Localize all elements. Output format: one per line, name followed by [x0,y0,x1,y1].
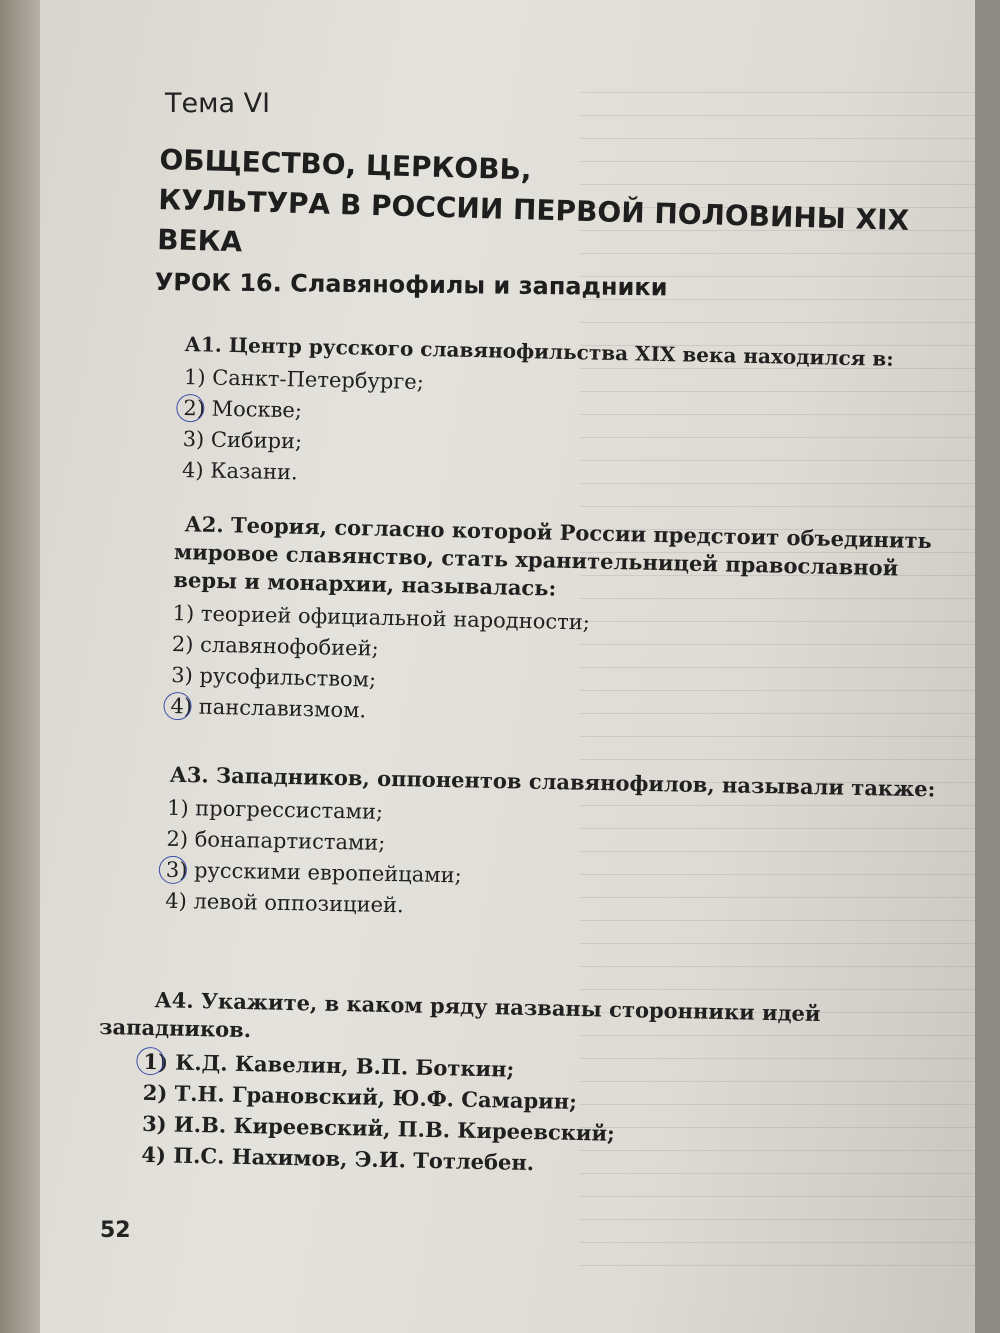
option-label: 4) левой оппозицией. [165,888,404,918]
option-list [182,362,975,503]
theme-title-line2: КУЛЬТУРА В РОССИИ ПЕРВОЙ ПОЛОВИНЫ XIX ВЕКА [156,182,910,259]
page-content [40,0,975,1333]
option-list [165,793,939,932]
workbook-page [40,0,975,1333]
option-label: 3) И.В. Киреевский, П.В. Киреевский; [141,1110,616,1146]
option-label: 1) Санкт-Петербурге; [183,364,425,395]
option-label: 2) бонапартистами; [166,826,386,855]
option-label: 1) К.Д. Кавелин, В.П. Боткин; [143,1048,515,1082]
option-label: 4) П.С. Нахимов, Э.И. Тотлебен. [141,1141,535,1176]
question-text: А2. Теория, согласно которой России предстоит объединить мировое славянство, стать хранительницей православной веры и монархии, называлась: [173,511,933,601]
option-label: 2) Т.Н. Грановский, Ю.Ф. Самарин; [142,1079,578,1115]
question-a4 [96,985,940,1187]
option-list [170,598,943,739]
question-a1 [182,330,975,503]
question-a3 [127,760,940,932]
option-label: 4) Казани. [181,457,298,485]
question-text: А3. Западников, оппонентов славянофилов, называли также: [169,761,936,802]
option-label: 4) панславизмом. [170,693,367,723]
question-text: А1. Центр русского славянофильства XIX века находился в: [184,331,894,371]
right-book-edge [975,0,1000,1333]
option-label: 3) Сибири; [182,426,303,454]
option-label: 3) русскими европейцами; [165,857,462,888]
option-label: 3) русофильством; [170,662,377,692]
question-text: А4. Укажите, в каком ряду названы сторонники идей западников. [98,987,821,1043]
theme-title-line1: ОБЩЕСТВО, ЦЕРКОВЬ, [158,142,532,187]
option-label: 2) Москве; [183,395,303,423]
option-label: 1) прогрессистами; [166,795,384,824]
option-label: 1) теорией официальной народности; [172,600,591,635]
question-a2 [170,510,945,739]
option-label: 2) славянофобией; [171,631,379,661]
theme-title [157,140,975,283]
page-number: 52 [100,1218,131,1243]
theme-label: Тема VI [165,88,271,119]
lesson-title: УРОК 16. Славянофилы и западники [154,268,668,302]
option-list [141,1046,938,1187]
